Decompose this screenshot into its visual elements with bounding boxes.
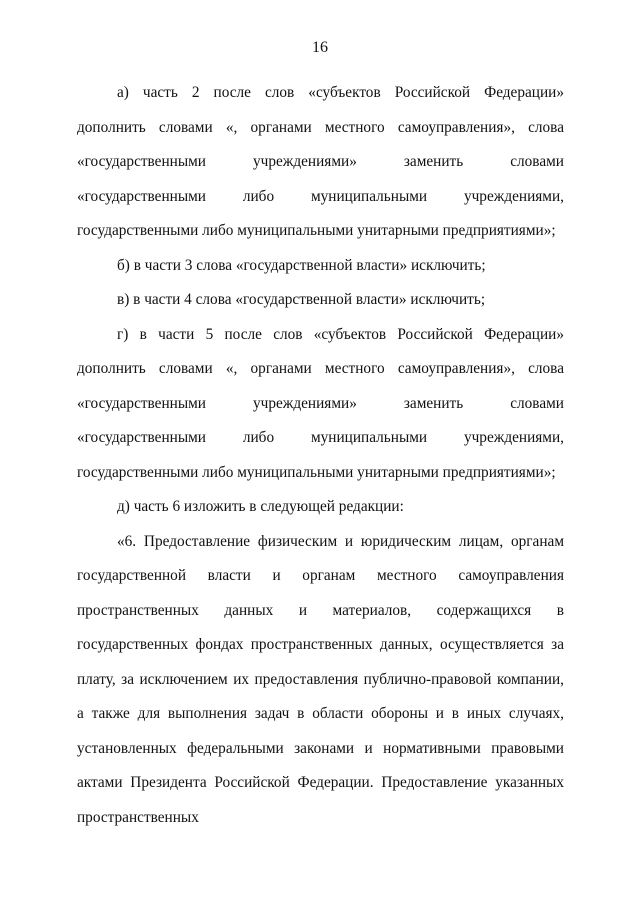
paragraph-part-6: «6. Предоставление физическим и юридическим лицам, органам государственной власти и органам местного самоуправления пространственных данных и материалов, содержащихся в государственных фондах пространственных данных, осуществляется за плату, за исключением их предоставления публично-правовой компании, а также для выполнения задач в области обороны и в иных случаях, установленных федеральными законами и нормативными правовыми актами Президента Российской Федерации. Предоставление указанных пространственных (77, 532, 564, 826)
paragraph-d: д) часть 6 изложить в следующей редакции: (117, 498, 404, 515)
page-number: 16 (312, 39, 328, 56)
document-body (77, 76, 564, 835)
paragraph-g: г) в части 5 после слов «субъектов Российской Федерации» дополнить словами «, органами местного самоуправления», слова «государственными учреждениями» заменить словами «государственными либо муниципальными учреждениями, государственными либо муниципальными унитарными предприятиями»; (77, 325, 564, 481)
paragraph-v: в) в части 4 слова «государственной власти» исключить; (117, 291, 486, 308)
paragraph-b: б) в части 3 слова «государственной власти» исключить; (117, 256, 486, 274)
paragraph-a: а) часть 2 после слов «субъектов Российской Федерации» дополнить словами «, органами местного самоуправления», слова «государственными учреждениями» заменить словами «государственными либо муниципальными учреждениями, государственными либо муниципальными унитарными предприятиями»; (77, 84, 564, 239)
